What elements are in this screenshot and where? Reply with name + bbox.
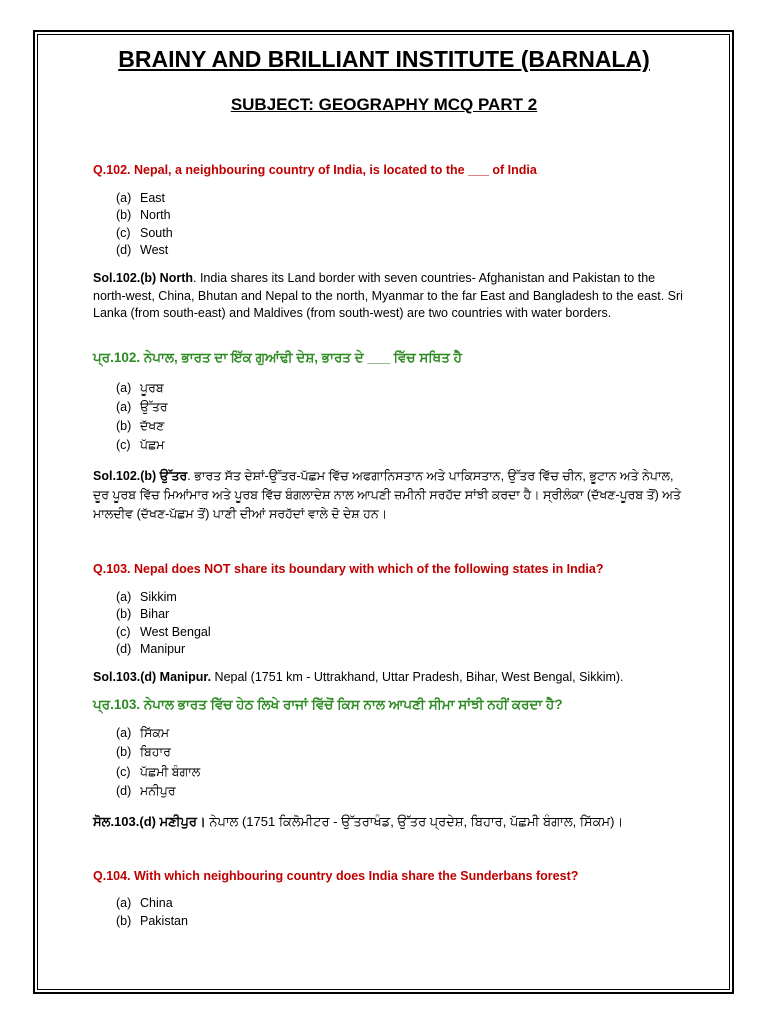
q102-option-d: (d) West bbox=[116, 243, 169, 257]
q103-pa-option-1: (a) ਸਿੱਕਮ bbox=[116, 726, 170, 740]
q103-pa-option-4: (d) ਮਨੀਪੁਰ bbox=[116, 784, 176, 798]
q102-option-c: (c) South bbox=[116, 226, 173, 240]
q103-option-c: (c) West Bengal bbox=[116, 625, 211, 639]
subject-heading: SUBJECT: GEOGRAPHY MCQ PART 2 bbox=[230, 95, 538, 114]
question-102-en: Q.102. Nepal, a neighbouring country of India, is located to the ___ of India bbox=[93, 163, 537, 177]
q103-option-d: (d) Manipur bbox=[116, 642, 186, 656]
q102-option-a: (a) East bbox=[116, 191, 166, 205]
question-103-pa: ਪ੍ਰ.103. ਨੇਪਾਲ ਭਾਰਤ ਵਿੱਚ ਹੇਠ ਲਿਖੇ ਰਾਜਾਂ ਵਿੱਚੋਂ ਕਿਸ ਨਾਲ ਆਪਣੀ ਸੀਮਾ ਸਾਂਝੀ ਨਹੀਂ ਕਰਦਾ ਹੈ? bbox=[93, 697, 563, 712]
q103-option-a: (a) Sikkim bbox=[116, 590, 177, 604]
solution-102-en: Sol.102.(b) North. India shares its Land border with seven countries- Afghanistan and Pakistan to the north-west, China, Bhutan and Nepal to the north, Myanmar to the far East and Bangladesh to the east. Sri Lanka (from south-east) and Maldives (from south-west) are two countries with water borders. bbox=[93, 271, 683, 320]
q102-pa-option-3: (b) ਦੱਖਣ bbox=[116, 419, 165, 433]
solution-103-en: Sol.103.(d) Manipur. Nepal (1751 km - Uttrakhand, Uttar Pradesh, Bihar, West Bengal, Sikkim). bbox=[93, 670, 624, 684]
q102-option-b: (b) North bbox=[116, 208, 171, 222]
q104-option-a: (a) China bbox=[116, 896, 173, 910]
question-104-en: Q.104. With which neighbouring country does India share the Sunderbans forest? bbox=[93, 869, 579, 883]
q102-pa-option-2: (a) ਉੱਤਰ bbox=[116, 400, 168, 414]
solution-102-pa: Sol.102.(b) ਉੱਤਰ. ਭਾਰਤ ਸੱਤ ਦੇਸ਼ਾਂ-ਉੱਤਰ-ਪੱਛਮ ਵਿੱਚ ਅਫਗਾਨਿਸਤਾਨ ਅਤੇ ਪਾਕਿਸਤਾਨ, ਉੱਤਰ ਵਿੱਚ ਚੀਨ, ਭੂਟਾਨ ਅਤੇ ਨੇਪਾਲ, ਦੂਰ ਪੂਰਬ ਵਿੱਚ ਮਿਆਂਮਾਰ ਅਤੇ ਪੂਰਬ ਵਿੱਚ ਬੰਗਲਾਦੇਸ਼ ਨਾਲ ਆਪਣੀ ਜ਼ਮੀਨੀ ਸਰਹੱਦ ਸਾਂਝੀ ਕਰਦਾ ਹੈ। ਸ੍ਰੀਲੰਕਾ (ਦੱਖਣ-ਪੂਰਬ ਤੋਂ) ਅਤੇ ਮਾਲਦੀਵ (ਦੱਖਣ-ਪੱਛਮ ਤੋਂ) ਪਾਣੀ ਦੀਆਂ ਸਰਹੱਦਾਂ ਵਾਲੇ ਦੋ ਦੇਸ਼ ਹਨ। bbox=[93, 469, 682, 521]
question-102-pa: ਪ੍ਰ.102. ਨੇਪਾਲ, ਭਾਰਤ ਦਾ ਇੱਕ ਗੁਆਂਢੀ ਦੇਸ਼, ਭਾਰਤ ਦੇ ___ ਵਿੱਚ ਸਥਿਤ ਹੈ bbox=[93, 350, 462, 365]
q104-option-b: (b) Pakistan bbox=[116, 914, 188, 928]
q103-pa-option-3: (c) ਪੱਛਮੀ ਬੰਗਾਲ bbox=[116, 765, 201, 779]
q102-pa-option-4: (c) ਪੱਛਮ bbox=[116, 438, 165, 452]
q102-pa-option-1: (a) ਪੂਰਬ bbox=[116, 381, 164, 395]
q103-pa-option-2: (b) ਬਿਹਾਰ bbox=[116, 745, 171, 759]
document-title: BRAINY AND BRILLIANT INSTITUTE (BARNALA) bbox=[118, 46, 650, 72]
question-103-en: Q.103. Nepal does NOT share its boundary with which of the following states in India? bbox=[93, 562, 604, 576]
q103-option-b: (b) Bihar bbox=[116, 607, 170, 621]
solution-103-pa: ਸੋਲ.103.(d) ਮਣੀਪੁਰ। ਨੇਪਾਲ (1751 ਕਿਲੋਮੀਟਰ - ਉੱਤਰਾਖੰਡ, ਉੱਤਰ ਪ੍ਰਦੇਸ਼, ਬਿਹਾਰ, ਪੱਛਮੀ ਬੰਗਾਲ, ਸਿੱਕਮ)। bbox=[93, 814, 624, 829]
